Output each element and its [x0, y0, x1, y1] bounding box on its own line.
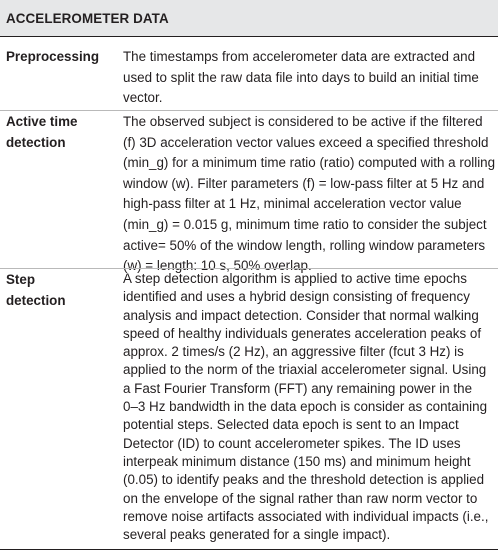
description-line: vector.	[123, 90, 163, 106]
description-line: high-pass filter at 1 Hz, minimal acceleration vector value	[123, 196, 462, 212]
description-line: potential steps. Selected data epoch is sent to an Impact	[123, 417, 459, 433]
row-label-preprocessing	[6, 47, 99, 68]
row-label-step-detection	[6, 270, 66, 311]
description-line: (min_g) for a minimum time ratio (ratio) computed with a rolling	[123, 155, 496, 171]
description-line: approx. 2 times/s (2 Hz), an aggressive filter (fcut 3 Hz) is	[123, 344, 464, 360]
table-bottom-rule	[0, 549, 498, 550]
row-label-line: detection	[6, 134, 66, 150]
description-line: A step detection algorithm is applied to active time epochs	[123, 271, 467, 286]
row-label-line: Active time	[6, 114, 78, 129]
description-line: several peaks generated for a single impact).	[123, 527, 391, 543]
row-label-line: Step	[6, 272, 36, 287]
description-line: applied to the norm of the triaxial accelerometer signal. Using	[123, 362, 487, 378]
description-line: a Fast Fourier Transform (FFT) any remaining power in the	[123, 380, 473, 396]
description-line: The timestamps from accelerometer data are extracted and	[123, 49, 476, 64]
table-row-active-time-detection	[0, 110, 498, 274]
table-row-preprocessing	[0, 44, 498, 110]
table-title: ACCELEROMETER DATA	[6, 11, 169, 26]
description-line: (min_g) = 0.015 g, minimum time ratio to consider the subject	[123, 216, 487, 232]
table-header	[0, 0, 498, 37]
description-line: analysis and impact detection. Consider that normal walking	[123, 307, 479, 323]
description-line: used to split the raw data file into days to build an initial time	[123, 69, 479, 85]
description-line: active= 50% of the window length, rolling window parameters	[123, 237, 486, 253]
row-label-active-time-detection	[6, 112, 77, 153]
description-line: remove noise artifacts associated with individual impacts (i.e.,	[123, 508, 489, 524]
description-line: (0.05) to identify peaks and the threshold detection is applied	[123, 472, 485, 488]
description-line: (f) 3D acceleration vector values exceed a specified threshold	[123, 134, 489, 150]
row-description-step-detection	[123, 270, 495, 544]
row-label-line: Preprocessing	[6, 49, 100, 64]
table-row-step-detection	[0, 268, 498, 549]
description-line: speed of healthy individuals generates acceleration peaks of	[123, 325, 482, 341]
description-line: (w) = length: 10 s, 50% overlap.	[123, 258, 312, 274]
row-label-line: detection	[6, 292, 66, 308]
row-description-active-time-detection	[123, 112, 495, 277]
description-line: identified and uses a hybrid design consisting of frequency	[123, 289, 470, 305]
description-line: window (w). Filter parameters (f) = low-pass filter at 5 Hz and	[123, 175, 485, 191]
description-line: The observed subject is considered to be active if the filtered	[123, 114, 483, 129]
description-line: 0–3 Hz bandwidth in the data epoch is consider as containing	[123, 399, 488, 415]
description-line: on the envelope of the signal rather than raw norm vector to	[123, 490, 478, 506]
description-line: Detector (ID) to count accelerometer spikes. The ID uses	[123, 435, 461, 451]
row-description-preprocessing	[123, 47, 495, 109]
description-line: interpeak minimum distance (150 ms) and minimum height	[123, 453, 471, 469]
